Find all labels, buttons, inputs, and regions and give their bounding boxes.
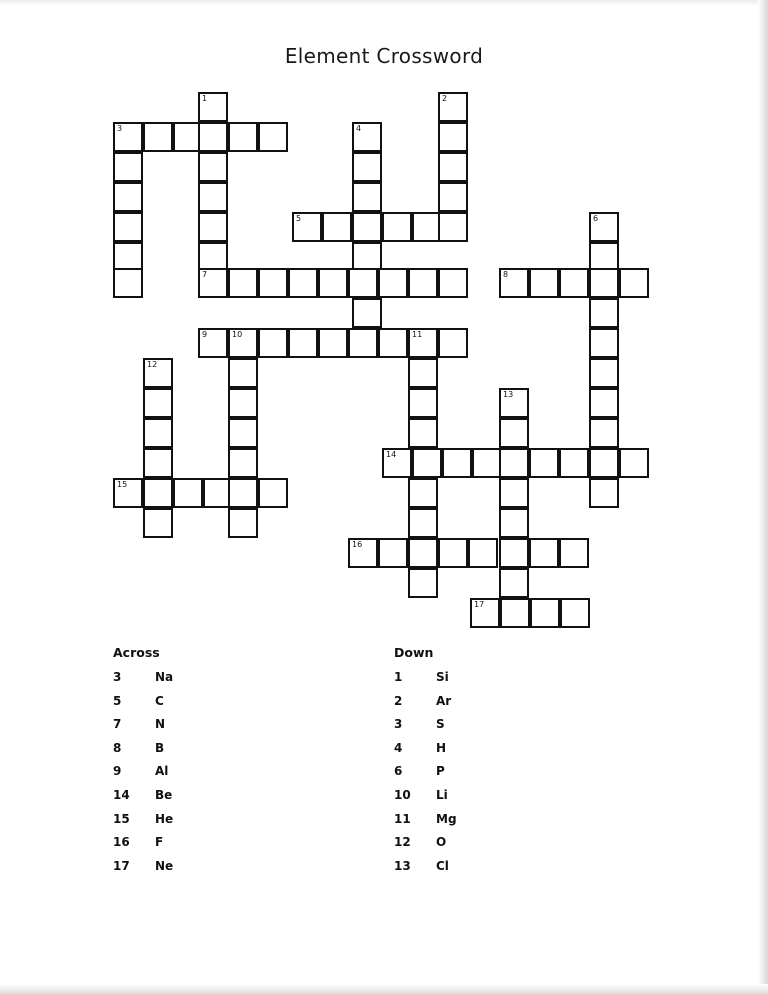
crossword-cell[interactable] <box>499 568 529 598</box>
crossword-cell[interactable] <box>228 122 258 152</box>
clue-row <box>394 835 457 859</box>
crossword-cell[interactable] <box>228 418 258 448</box>
crossword-cell[interactable] <box>288 268 318 298</box>
cell-number: 3 <box>117 124 123 133</box>
clue-answer: S <box>436 717 445 732</box>
clues-down-column <box>394 645 457 882</box>
crossword-cell[interactable] <box>198 328 228 358</box>
clue-row <box>394 717 457 741</box>
crossword-cell[interactable] <box>352 152 382 182</box>
clue-answer: Be <box>155 787 173 802</box>
crossword-cell[interactable] <box>228 358 258 388</box>
page-title: Element Crossword <box>284 44 484 68</box>
clue-number: 17 <box>113 858 130 873</box>
clue-answer: B <box>155 740 165 755</box>
crossword-cell[interactable] <box>378 538 408 568</box>
clue-row <box>113 764 173 788</box>
crossword-cell[interactable] <box>113 152 143 182</box>
clue-number: 3 <box>394 717 403 732</box>
clues-down-heading: Down <box>394 645 434 660</box>
crossword-cell[interactable] <box>258 478 288 508</box>
clue-answer: H <box>436 740 447 755</box>
crossword-cell[interactable] <box>408 478 438 508</box>
clue-number: 2 <box>394 693 403 708</box>
crossword-cell[interactable] <box>348 328 378 358</box>
cell-number: 16 <box>352 540 363 549</box>
clue-row <box>394 670 457 694</box>
crossword-cell[interactable] <box>258 328 288 358</box>
clue-row <box>394 812 457 836</box>
clue-answer: He <box>155 811 174 826</box>
crossword-cell[interactable] <box>438 328 468 358</box>
crossword-cell[interactable] <box>318 268 348 298</box>
clue-row <box>394 764 457 788</box>
crossword-cell[interactable] <box>352 122 382 152</box>
crossword-cell[interactable] <box>470 598 500 628</box>
crossword-cell[interactable] <box>529 448 559 478</box>
crossword-cell[interactable] <box>318 328 348 358</box>
crossword-cell[interactable] <box>589 388 619 418</box>
clue-row <box>394 694 457 718</box>
clue-answer: Ne <box>155 858 174 873</box>
crossword-cell[interactable] <box>589 298 619 328</box>
clue-answer: Cl <box>436 858 449 873</box>
clue-answer: Si <box>436 670 449 684</box>
crossword-cell[interactable] <box>322 212 352 242</box>
crossword-cell[interactable] <box>113 122 143 152</box>
crossword-cell[interactable] <box>499 268 529 298</box>
clue-number: 8 <box>113 740 122 755</box>
clue-number: 9 <box>113 764 122 779</box>
crossword-cell[interactable] <box>438 92 468 122</box>
crossword-cell[interactable] <box>589 478 619 508</box>
crossword-cell[interactable] <box>529 538 559 568</box>
crossword-cell[interactable] <box>198 122 228 152</box>
clue-row <box>113 741 173 765</box>
cell-number: 11 <box>412 330 423 339</box>
clue-number: 5 <box>113 693 122 708</box>
crossword-cell[interactable] <box>408 268 438 298</box>
cell-number: 15 <box>117 480 128 489</box>
clue-row <box>394 859 457 883</box>
crossword-cell[interactable] <box>143 122 173 152</box>
crossword-cell[interactable] <box>352 298 382 328</box>
crossword-cell[interactable] <box>438 268 468 298</box>
crossword-cell[interactable] <box>589 448 619 478</box>
clue-number: 12 <box>394 835 411 850</box>
crossword-cell[interactable] <box>559 448 589 478</box>
clue-number: 1 <box>394 670 403 684</box>
crossword-cell[interactable] <box>408 538 438 568</box>
clue-number: 7 <box>113 717 122 732</box>
crossword-cell[interactable] <box>619 448 649 478</box>
crossword-cell[interactable] <box>228 268 258 298</box>
page-edge-bottom <box>0 984 768 994</box>
crossword-cell[interactable] <box>228 508 258 538</box>
crossword-cell[interactable] <box>228 448 258 478</box>
crossword-cell[interactable] <box>438 538 468 568</box>
crossword-cell[interactable] <box>472 448 502 478</box>
cell-number: 17 <box>474 600 485 609</box>
crossword-cell[interactable] <box>408 418 438 448</box>
crossword-cell[interactable] <box>143 508 173 538</box>
clue-answer: C <box>155 693 164 708</box>
crossword-cell[interactable] <box>143 418 173 448</box>
crossword-cell[interactable] <box>560 598 590 628</box>
clues-across-column <box>113 645 173 882</box>
crossword-cell[interactable] <box>438 122 468 152</box>
crossword-cell[interactable] <box>228 388 258 418</box>
clue-row <box>113 788 173 812</box>
crossword-cell[interactable] <box>113 212 143 242</box>
crossword-cell[interactable] <box>438 182 468 212</box>
clue-answer: Al <box>155 764 169 779</box>
cell-number: 14 <box>386 450 397 459</box>
cell-number: 7 <box>202 270 208 279</box>
crossword-cell[interactable] <box>408 388 438 418</box>
crossword-cell[interactable] <box>619 268 649 298</box>
crossword-cell[interactable] <box>288 328 318 358</box>
cell-number: 5 <box>296 214 302 223</box>
crossword-cell[interactable] <box>438 152 468 182</box>
crossword-cell[interactable] <box>143 478 173 508</box>
clues-down-list <box>394 670 457 882</box>
crossword-cell[interactable] <box>589 268 619 298</box>
crossword-cell[interactable] <box>143 358 173 388</box>
cell-number: 6 <box>593 214 599 223</box>
crossword-cell[interactable] <box>412 448 442 478</box>
clue-answer: N <box>155 717 166 732</box>
cell-number: 2 <box>442 94 448 103</box>
crossword-cell[interactable] <box>258 268 288 298</box>
crossword-cell[interactable] <box>408 568 438 598</box>
crossword-cell[interactable] <box>198 268 228 298</box>
clue-row <box>113 835 173 859</box>
crossword-cell[interactable] <box>500 598 530 628</box>
crossword-cell[interactable] <box>198 212 228 242</box>
clue-row <box>113 694 173 718</box>
crossword-cell[interactable] <box>113 478 143 508</box>
clue-number: 10 <box>394 787 411 802</box>
cell-number: 1 <box>202 94 208 103</box>
crossword-cell[interactable] <box>589 212 619 242</box>
clue-row <box>113 859 173 883</box>
clue-number: 11 <box>394 811 411 826</box>
crossword-cell[interactable] <box>228 328 258 358</box>
clue-answer: P <box>436 764 445 779</box>
crossword-cell[interactable] <box>258 122 288 152</box>
clue-number: 4 <box>394 740 403 755</box>
cell-number: 10 <box>232 330 243 339</box>
crossword-cell[interactable] <box>408 508 438 538</box>
clues-section <box>0 645 768 895</box>
clue-answer: Li <box>436 787 448 802</box>
clue-row <box>113 717 173 741</box>
crossword-cell[interactable] <box>348 538 378 568</box>
crossword-cell[interactable] <box>438 212 468 242</box>
crossword-cell[interactable] <box>228 478 258 508</box>
crossword-cell[interactable] <box>589 358 619 388</box>
cell-number: 12 <box>147 360 158 369</box>
crossword-cell[interactable] <box>408 358 438 388</box>
clue-answer: Na <box>155 670 174 684</box>
clue-row <box>113 670 173 694</box>
crossword-cell[interactable] <box>559 268 589 298</box>
clue-number: 14 <box>113 787 130 802</box>
crossword-cell[interactable] <box>113 182 143 212</box>
clue-row <box>394 741 457 765</box>
crossword-cell[interactable] <box>352 212 382 242</box>
crossword-cell[interactable] <box>198 92 228 122</box>
cell-number: 4 <box>356 124 362 133</box>
crossword-cell[interactable] <box>499 478 529 508</box>
crossword-cell[interactable] <box>143 448 173 478</box>
crossword-cell[interactable] <box>468 538 498 568</box>
crossword-cell[interactable] <box>530 598 560 628</box>
clue-number: 15 <box>113 811 130 826</box>
crossword-cell[interactable] <box>198 182 228 212</box>
cell-number: 13 <box>503 390 514 399</box>
crossword-cell[interactable] <box>529 268 559 298</box>
crossword-cell[interactable] <box>559 538 589 568</box>
clue-number: 16 <box>113 835 130 850</box>
clue-answer: Mg <box>436 811 457 826</box>
cell-number: 8 <box>503 270 509 279</box>
crossword-cell[interactable] <box>382 212 412 242</box>
cell-number: 9 <box>202 330 208 339</box>
crossword-cell[interactable] <box>589 418 619 448</box>
crossword-cell[interactable] <box>499 388 529 418</box>
crossword-cell[interactable] <box>143 388 173 418</box>
clues-across-list <box>113 670 173 882</box>
crossword-cell[interactable] <box>382 448 412 478</box>
crossword-cell[interactable] <box>113 268 143 298</box>
clue-answer: F <box>155 835 164 850</box>
crossword-cell[interactable] <box>499 508 529 538</box>
crossword-cell[interactable] <box>408 328 438 358</box>
crossword-cell[interactable] <box>173 478 203 508</box>
crossword-cell[interactable] <box>198 152 228 182</box>
crossword-cell[interactable] <box>499 418 529 448</box>
crossword-cell[interactable] <box>352 182 382 212</box>
clue-number: 6 <box>394 764 403 779</box>
crossword-cell[interactable] <box>348 268 378 298</box>
crossword-cell[interactable] <box>442 448 472 478</box>
clue-number: 3 <box>113 670 122 684</box>
crossword-cell[interactable] <box>499 448 529 478</box>
crossword-cell[interactable] <box>499 538 529 568</box>
clues-across-heading: Across <box>113 645 160 660</box>
clue-answer: Ar <box>436 693 452 708</box>
crossword-cell[interactable] <box>292 212 322 242</box>
clue-answer: O <box>436 835 447 850</box>
crossword-cell[interactable] <box>589 328 619 358</box>
clue-row <box>394 788 457 812</box>
clue-number: 13 <box>394 858 411 873</box>
crossword-cell[interactable] <box>378 268 408 298</box>
clue-row <box>113 812 173 836</box>
crossword-cell[interactable] <box>378 328 408 358</box>
